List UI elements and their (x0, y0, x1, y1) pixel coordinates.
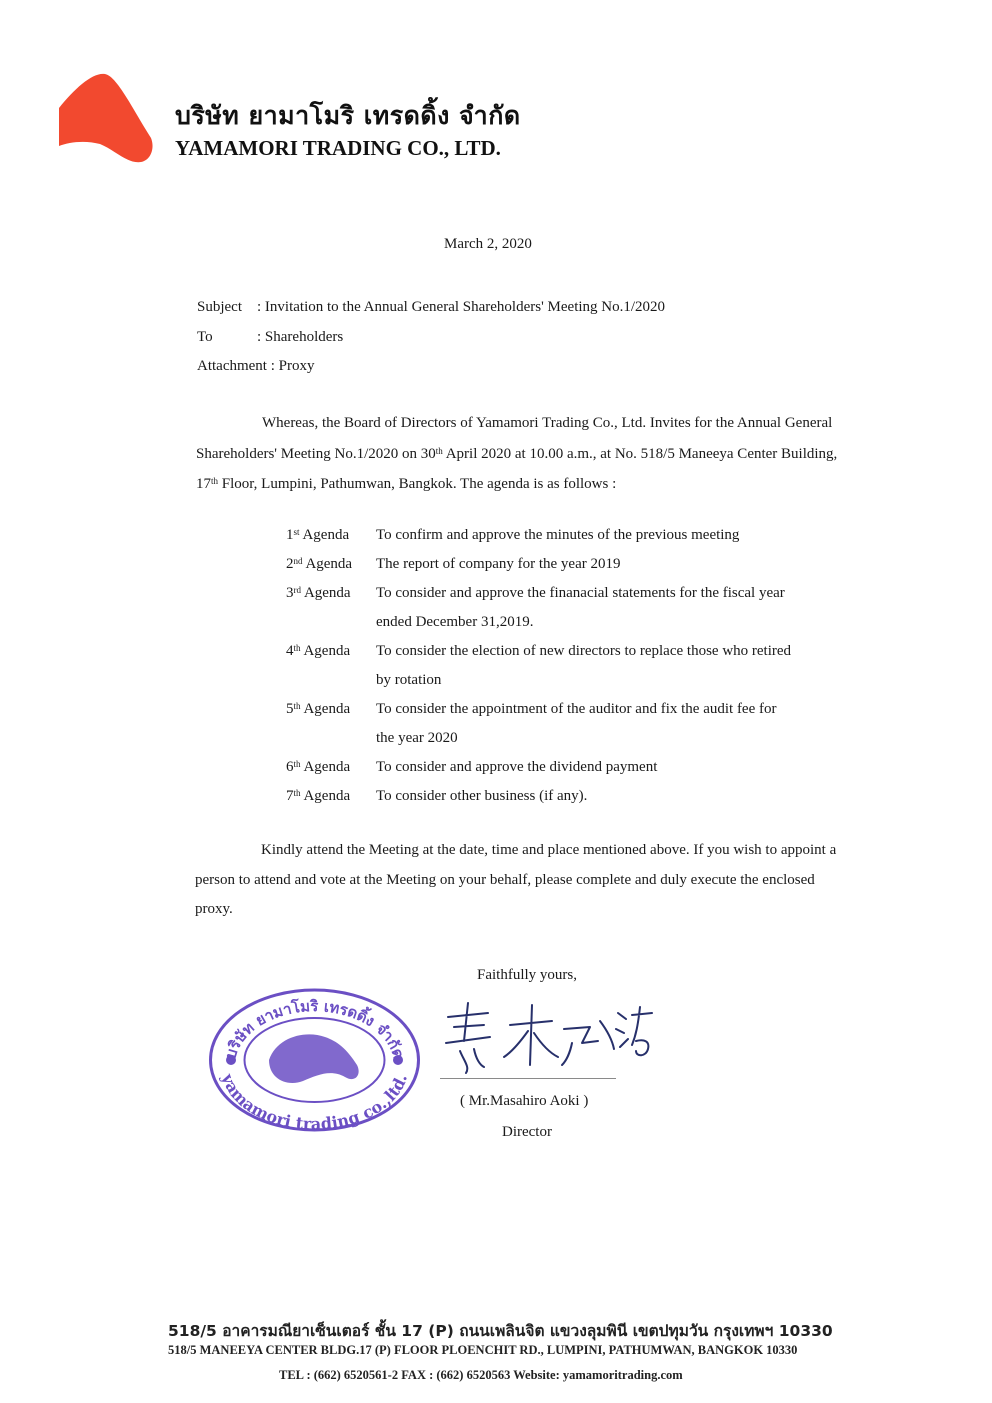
handwritten-signature (440, 995, 660, 1075)
company-logo (55, 70, 155, 165)
signer-title: Director (502, 1124, 552, 1140)
agenda-text: To consider and approve the finanacial statements for the fiscal year ended December 31,2019. (376, 585, 785, 630)
agenda-item (286, 695, 816, 753)
agenda-item (286, 753, 816, 782)
agenda-list (286, 521, 816, 811)
to-value: : Shareholders (257, 329, 344, 345)
subject-label: Subject (197, 299, 242, 315)
signature-line (440, 1078, 616, 1079)
subject-value: : Invitation to the Annual General Shareholders' Meeting No.1/2020 (257, 299, 666, 315)
company-name-thai: บริษัท ยามาโมริ เทรดดิ้ง จำกัด (175, 101, 521, 130)
footer-address-english: 518/5 MANEEYA CENTER BLDG.17 (P) FLOOR PLOENCHIT RD., LUMPINI, PATHUMWAN, BANGKOK 10330 (168, 1343, 798, 1357)
agenda-text: To consider the appointment of the auditor and fix the audit fee for the year 2020 (376, 701, 777, 746)
subject-line (197, 299, 665, 316)
footer-address-thai: 518/5 อาคารมณียาเซ็นเตอร์ ชั้น 17 (P) ถนนเพลินจิต แขวงลุมพินี เขตปทุมวัน กรุงเทพฯ 10330 (168, 1322, 833, 1340)
closing-paragraph: Kindly attend the Meeting at the date, time and place mentioned above. If you wish to appoint a person to attend and vote at the Meeting on your behalf, please complete and duly execute the enclosed proxy. (195, 842, 837, 917)
agenda-number: 1st Agenda (286, 527, 350, 543)
signature-icon (440, 995, 660, 1075)
agenda-item (286, 521, 816, 550)
agenda-text: The report of company for the year 2019 (376, 556, 621, 572)
agenda-text: To consider and approve the dividend payment (376, 759, 658, 775)
agenda-number: 5th Agenda (286, 701, 351, 717)
footer-contact: TEL : (662) 6520561-2 FAX : (662) 6520563 Website: yamamoritrading.com (279, 1368, 683, 1382)
company-name-english: YAMAMORI TRADING CO., LTD. (175, 136, 501, 160)
agenda-text: To consider the election of new directors to replace those who retired by rotation (376, 643, 792, 688)
signer-name: ( Mr.Masahiro Aoki ) (460, 1093, 589, 1109)
letter-date: March 2, 2020 (444, 236, 532, 252)
attachment-line: Attachment : Proxy (197, 358, 315, 374)
agenda-item (286, 550, 816, 579)
to-line (197, 329, 343, 346)
svg-text:บริษัท ยามาโมริ เทรดดิ้ง จำกัด: บริษัท ยามาโมริ เทรดดิ้ง จำกัด (221, 997, 408, 1061)
svg-text:yamamori trading co.,ltd.: yamamori trading co.,ltd. (218, 1071, 411, 1134)
to-label: To (197, 329, 213, 345)
salutation: Faithfully yours, (477, 967, 577, 983)
agenda-item (286, 782, 816, 811)
agenda-number: 7th Agenda (286, 788, 351, 804)
intro-paragraph: Whereas, the Board of Directors of Yamamori Trading Co., Ltd. Invites for the Annual General Shareholders' Meeting No.1/2020 on 30th April 2020 at 10.00 a.m., at No. 518/5 Maneeya Center Building, 17th Floor, Lumpini, Pathumwan, Bangkok. The agenda is as follows : (196, 415, 838, 492)
agenda-number: 3rd Agenda (286, 585, 351, 601)
agenda-number: 6th Agenda (286, 759, 351, 775)
company-stamp (207, 985, 422, 1135)
agenda-text: To confirm and approve the minutes of the previous meeting (376, 527, 740, 543)
agenda-text: To consider other business (if any). (376, 788, 588, 804)
agenda-item (286, 579, 816, 637)
agenda-item (286, 637, 816, 695)
agenda-number: 4th Agenda (286, 643, 351, 659)
agenda-number: 2nd Agenda (286, 556, 353, 572)
